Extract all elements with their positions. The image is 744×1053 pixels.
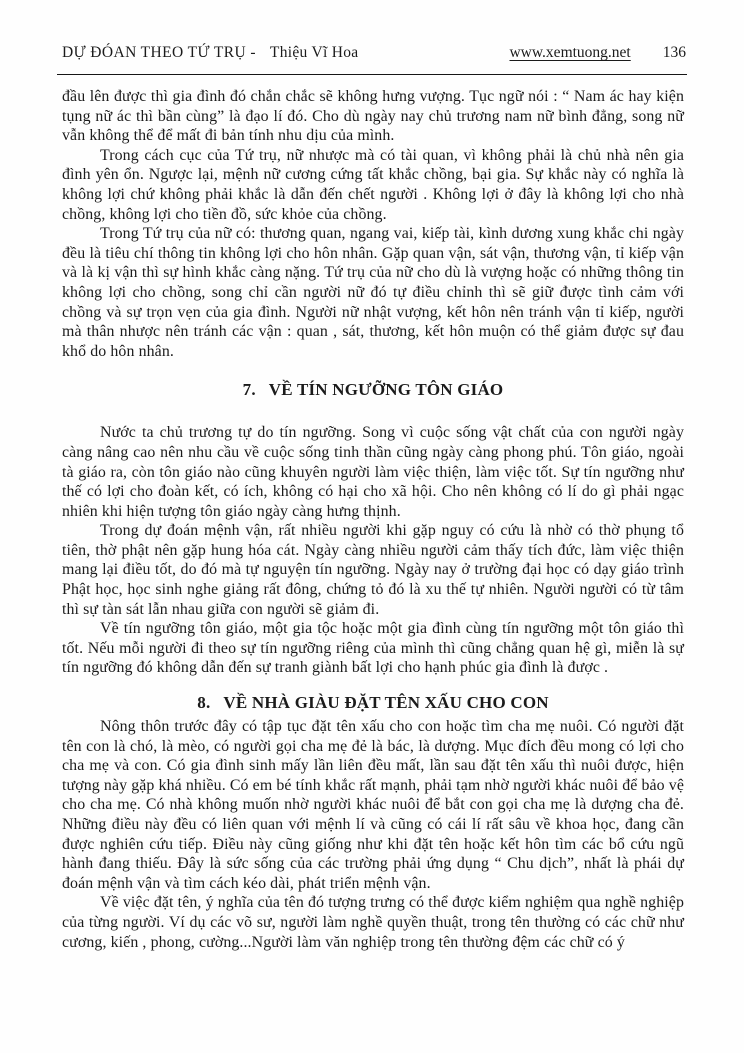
paragraph-4: Nước ta chủ trương tự do tín ngưỡng. Song vì cuộc sống vật chất của con người ngày càng nâng cao nên nhu cầu về cuộc sống tinh thần cũng ngày càng phong phú. Tôn giáo, ngoài tà giáo ra, còn tôn giáo nào cũng khuyên người làm việc thiện, làm việc tốt. Sự tín ngưỡng như thế có lợi cho đoàn kết, có ích, không có hại cho xã hội. Cho nên không có lí do gì phải ngạc nhiên khi hiện tượng tôn giáo ngày càng hưng thịnh.	[62, 424, 684, 520]
paragraph-3: Trong Tứ trụ của nữ có: thương quan, ngang vai, kiếp tài, kình dương xung khắc chi ngày đều là tiêu chí thông tin không lợi cho hôn nhân. Gặp quan vận, sát vận, thương vận, tỉ kiếp vận và là kị vận thì sự hình khắc càng nặng. Tứ trụ của nữ cho dù là vượng hoặc có những thông tin không lợi cho chồng, song chỉ cần người nữ đó tự điều chỉnh thì sẽ giữ được tình cảm với chồng và sự trọn vẹn của gia đình. Người nữ nhật vượng, kết hôn nên tránh vận tỉ kiếp, người mà thân nhược nên tránh các vận : quan , sát, thương, kết hôn muộn có thể giảm được sự đau khổ do hôn nhân.	[62, 225, 684, 360]
section-7-title: VỀ TÍN NGƯỠNG TÔN GIÁO	[268, 380, 504, 400]
paragraph-8: Về việc đặt tên, ý nghĩa của tên đó tượng trưng có thể được kiểm nghiệm qua nghề nghiệp của từng người. Ví dụ các võ sư, người làm nghề quyền thuật, trong tên thường có các chữ như cương, kiến , phong, cường...Người làm văn nghiệp trong tên thường đệm các chữ có ý	[62, 894, 684, 951]
section-heading-7	[62, 380, 684, 400]
header-divider	[57, 74, 687, 75]
paragraph-5: Trong dự đoán mệnh vận, rất nhiều người khi gặp nguy có cứu là nhờ có thờ phụng tổ tiên, thờ phật nên gặp hung hóa cát. Ngày càng nhiều người cảm thấy tích đức, làm việc thiện mang lại điều tốt, do đó mà tự nguyện tín ngưỡng. Ngày nay ở trường đại học có dạy giáo trình Phật học, học sinh nghe giảng rất đông, chứng tỏ đó là xu thế tự nhiên. Người người có từ tâm thì sự tàn sát lẫn nhau giữa con người sẽ giảm đi.	[62, 522, 684, 618]
section-7-number: 7.	[242, 380, 256, 400]
page-number: 136	[662, 44, 686, 61]
author-name: Thiệu Vĩ Hoa	[269, 44, 359, 61]
website-link[interactable]: www.xemtuong.net	[509, 44, 631, 61]
section-8-number: 8.	[197, 693, 211, 713]
section-heading-8	[62, 693, 684, 713]
paragraph-7: Nông thôn trước đây có tập tục đặt tên xấu cho con hoặc tìm cha mẹ nuôi. Có người đặt tên con là chó, là mèo, có người gọi cha mẹ đẻ là bác, là dượng. Mục đích đều mong có lợi cho cha mẹ và con. Có gia đình sinh mấy lần liên đều mất, lần sau đặt tên xấu thì nuôi được, hiện tượng này gặp khá nhiều. Có em bé tính khắc rất mạnh, phải tạm nhờ người khác nuôi để bảo vệ cho cha mẹ. Có nhà không muốn nhờ người khác nuôi để bắt con gọi cha mẹ là dượng cha đẻ. Những điều này đều có liên quan với mệnh lí và cũng có cái lí rất sâu về khoa học, đang cần được nghiên cứu tiếp. Điều này cũng giống như khi đặt tên hoặc kết hôn tìm các bổ cứu ngũ hành đang thiếu. Đây là sức sống của các trường phải ứng dụng “ Chu dịch”, nhất là phái dự đoán mệnh vận và tìm cách kéo dài, phát triển mệnh vận.	[62, 718, 684, 892]
paragraph-2: Trong cách cục của Tứ trụ, nữ nhược mà có tài quan, vì không phải là chủ nhà nên gia đình yên ổn. Ngược lại, mệnh nữ cương cứng tất khắc chồng, bại gia. Sự khắc này có nghĩa là không lợi chứ không phải khắc là dẫn đến chết người . Không lợi ở đây là không lợi cho nhà chồng, không lợi cho tiền đồ, sức khỏe của chồng.	[62, 146, 684, 223]
paragraph-6: Về tín ngưỡng tôn giáo, một gia tộc hoặc một gia đình cùng tín ngưỡng một tôn giáo thì tốt. Nếu mỗi người đi theo sự tín ngưỡng riêng của mình thì cũng chẳng quan hệ gì, miễn là sự tín ngưỡng đó không dẫn đến sự tranh giành bất lợi cho hạnh phúc gia đình là được .	[62, 620, 684, 677]
paragraph-1: đầu lên được thì gia đình đó chắn chắc sẽ không hưng vượng. Tục ngữ nói : “ Nam ác hay kiện tụng nữ ác thì bần cùng” là đạo lí đó. Cho dù ngày nay chủ trương nam nữ bình đẳng, song nữ vẫn không thể để mất đi bản tính nhu dịu của mình.	[62, 88, 684, 145]
section-8-title: VỀ NHÀ GIÀU ĐẶT TÊN XẤU CHO CON	[223, 693, 549, 713]
book-title: DỰ ĐÓAN THEO TỨ TRỤ -	[62, 44, 256, 61]
page-header	[62, 44, 686, 62]
document-body	[62, 87, 684, 952]
